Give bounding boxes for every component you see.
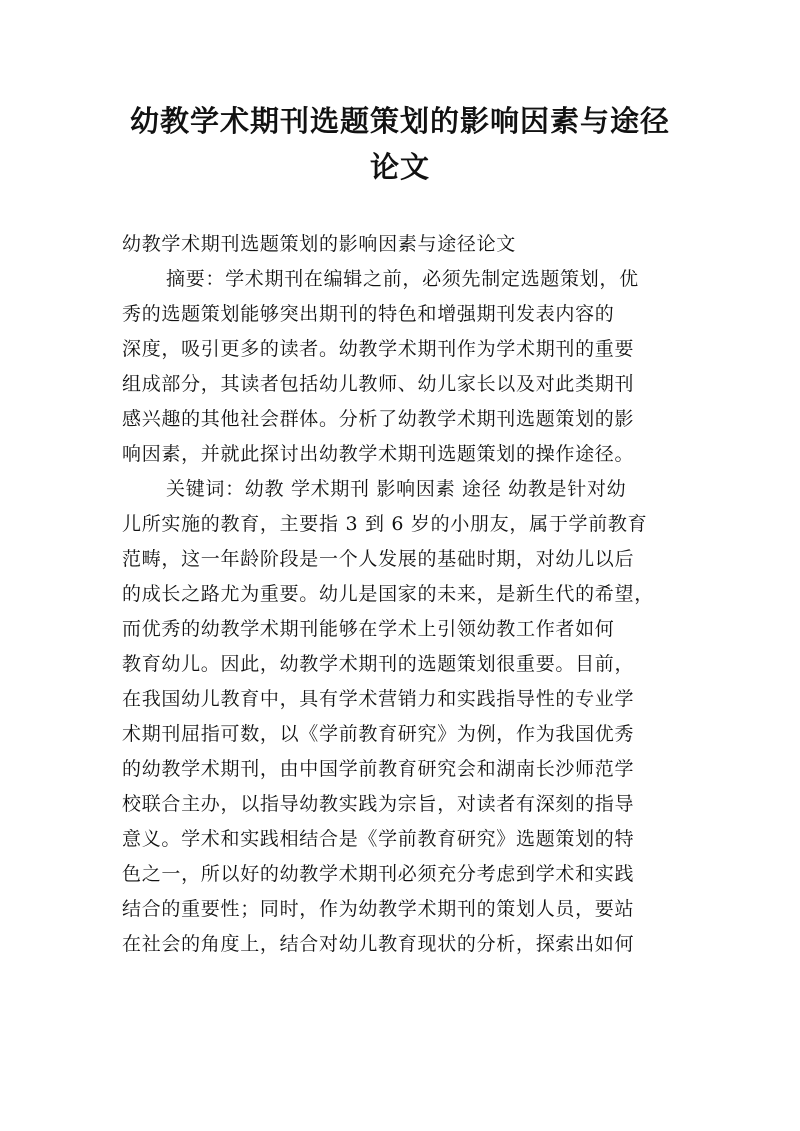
abstract-line: 响因素，并就此探讨出幼教学术期刊选题策划的操作途径。 [122,443,635,465]
body-line: 在我国幼儿教育中，具有学术营销力和实践指导性的专业学 [122,688,635,710]
body-line: 术期刊屈指可数，以《学前教育研究》为例，作为我国优秀 [122,723,635,745]
abstract-line: 秀的选题策划能够突出期刊的特色和增强期刊发表内容的 [122,303,615,325]
body-line: 的成长之路尤为重要。幼儿是国家的未来，是新生代的希望， [122,583,654,605]
title-line-1: 幼教学术期刊选题策划的影响因素与途径 [129,104,670,138]
body-line: 意义。学术和实践相结合是《学前教育研究》选题策划的特 [122,828,635,850]
body-line: 范畴，这一年龄阶段是一个人发展的基础时期，对幼儿以后 [122,548,635,570]
body-line: 教育幼儿。因此，幼教学术期刊的选题策划很重要。目前， [122,653,635,675]
body-line: 在社会的角度上，结合对幼儿教育现状的分析，探索出如何 [122,933,635,955]
abstract-line: 摘要：学术期刊在编辑之前，必须先制定选题策划，优 [166,268,639,290]
subtitle-line: 幼教学术期刊选题策划的影响因素与途径论文 [122,233,517,255]
keywords-line: 关键词：幼教 学术期刊 影响因素 途径 幼教是针对幼 [166,478,627,500]
abstract-line: 感兴趣的其他社会群体。分析了幼教学术期刊选题策划的影 [122,408,635,430]
title-line-2: 论文 [369,150,430,184]
abstract-line: 深度，吸引更多的读者。幼教学术期刊作为学术期刊的重要 [122,338,635,360]
body-line: 结合的重要性；同时，作为幼教学术期刊的策划人员，要站 [122,898,635,920]
body-line: 校联合主办，以指导幼教实践为宗旨，对读者有深刻的指导 [122,793,635,815]
body-line: 色之一，所以好的幼教学术期刊必须充分考虑到学术和实践 [122,863,635,885]
body-line: 的幼教学术期刊，由中国学前教育研究会和湖南长沙师范学 [122,758,635,780]
abstract-line: 组成部分，其读者包括幼儿教师、幼儿家长以及对此类期刊 [122,373,635,395]
page-title [100,98,700,190]
article-body [122,227,684,962]
body-line: 而优秀的幼教学术期刊能够在学术上引领幼教工作者如何 [122,618,615,640]
body-line: 儿所实施的教育，主要指 3 到 6 岁的小朋友，属于学前教育 [122,513,648,535]
